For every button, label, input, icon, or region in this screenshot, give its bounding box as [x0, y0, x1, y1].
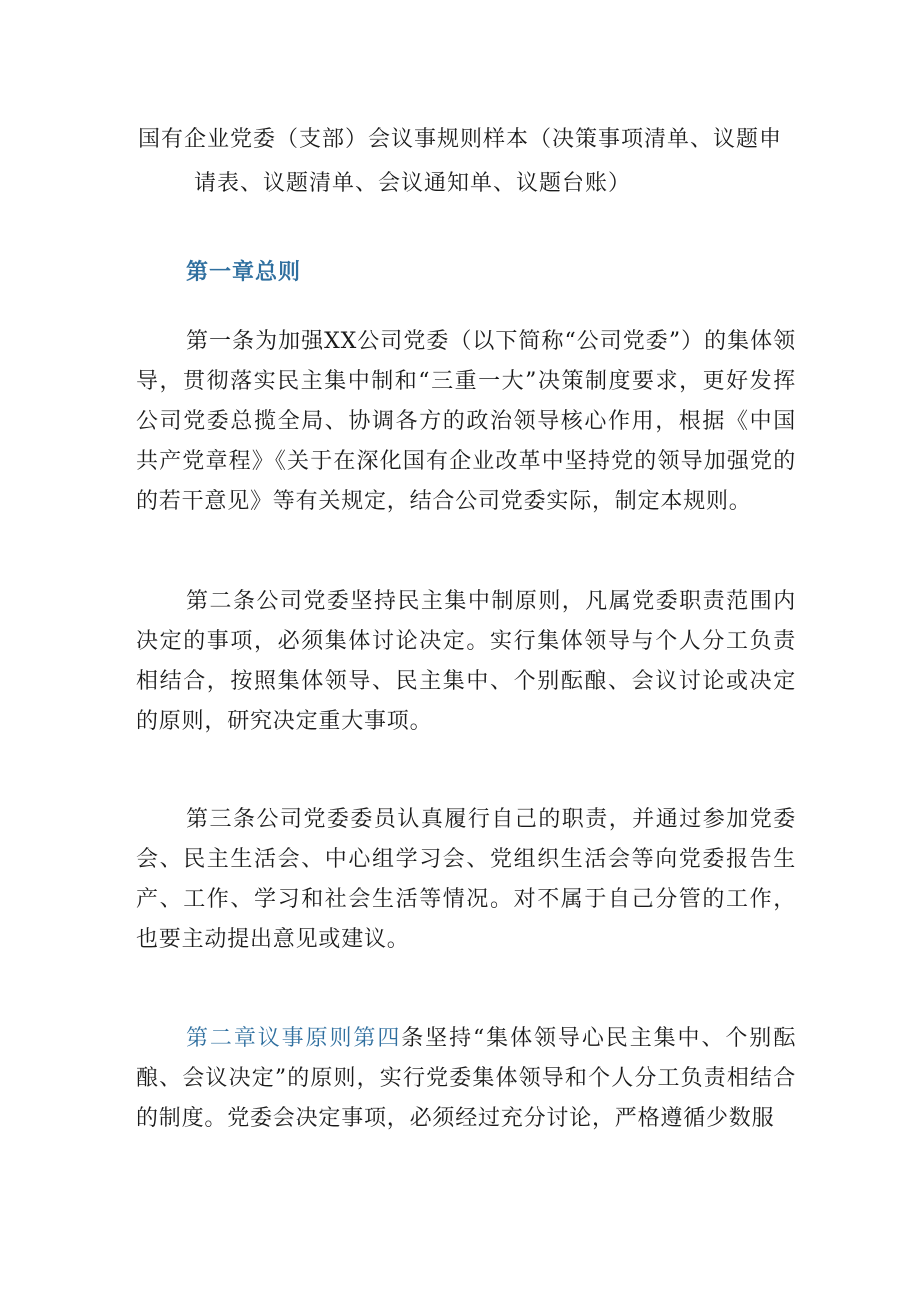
article-4: [136, 1019, 796, 1139]
title-line-2: 请表、议题清单、会议通知单、议题台账）: [194, 171, 632, 196]
title-line-1: 国有企业党委（支部）会议事规则样本（决策事项清单、议题申: [138, 127, 783, 152]
chapter-1-heading: 第一章总则: [186, 259, 302, 285]
article-1: 第一条为加强XX公司党委（以下简称“公司党委”）的集体领导，贯彻落实民主集中制和“三重一大”决策制度要求，更好发挥公司党委总揽全局、协调各方的政治领导核心作用，根据《中国共产党章程》《关于在深化国有企业改革中坚持党的领导加强党的的若干意见》等有关规定，结合公司党委实际，制定本规则。: [136, 329, 796, 514]
document-title: [138, 118, 798, 206]
article-3: 第三条公司党委委员认真履行自己的职责，并通过参加党委会、民主生活会、中心组学习会、党组织生活会等向党委报告生产、工作、学习和社会生活等情况。对不属于自己分管的工作，也要主动提出意见或建议。: [136, 807, 796, 952]
chapter-2-heading: 第二章议事原则第四: [186, 1026, 402, 1051]
article-2: 第二条公司党委坚持民主集中制原则，凡属党委职责范围内决定的事项，必须集体讨论决定。实行集体领导与个人分工负责相结合，按照集体领导、民主集中、个别酝酿、会议讨论或决定的原则，研究决定重大事项。: [136, 589, 796, 734]
article-4-text: 条坚持“集体领导心民主集中、个别酝酿、会议决定”的原则，实行党委集体领导和个人分工负责相结合的制度。党委会决定事项，必须经过充分讨论，严格遵循少数服: [136, 1026, 796, 1131]
